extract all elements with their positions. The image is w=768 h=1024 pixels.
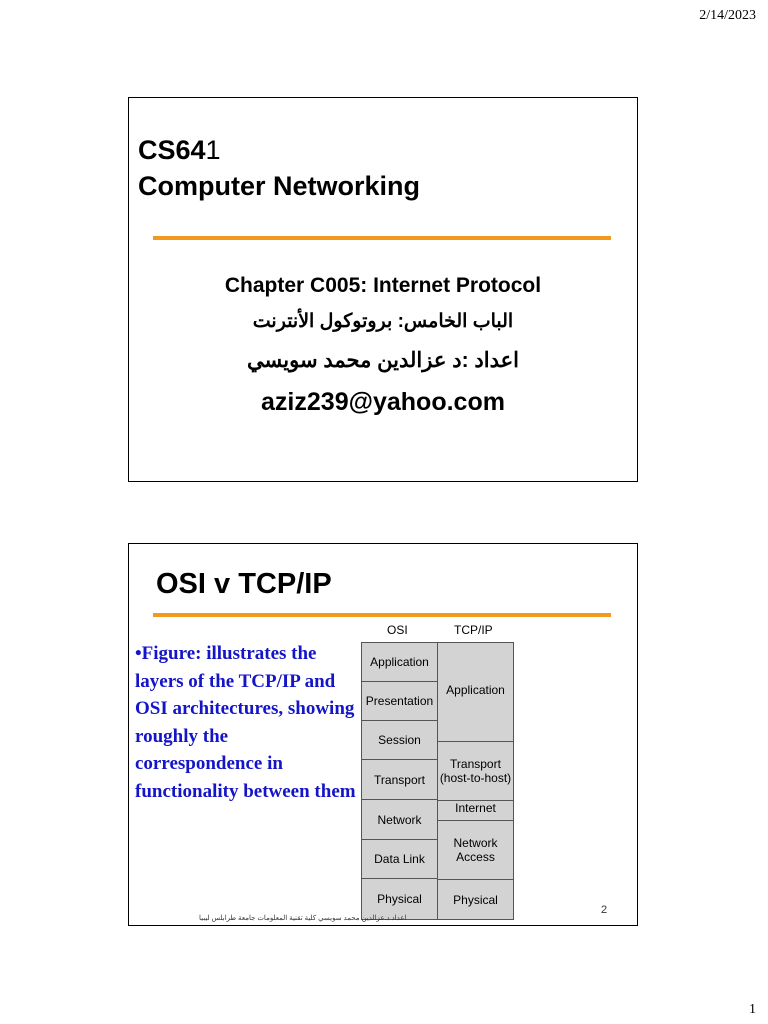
- author-email: aziz239@yahoo.com: [261, 388, 505, 416]
- arabic-chapter: الباب الخامس: بروتوكول الأنترنت: [252, 311, 514, 332]
- tcpip-layer-network-access: Network Access: [437, 820, 514, 880]
- arabic-author: اعداد :د عزالدين محمد سويسي: [247, 349, 519, 372]
- osi-layer-application: Application: [361, 642, 438, 682]
- figure-description: •Figure: illustrates the layers of the TCP/IP and OSI architectures, showing roughly the correspondence in functionality between them: [135, 643, 356, 802]
- osi-layer-data-link: Data Link: [361, 839, 438, 879]
- course-heading: [138, 132, 420, 204]
- course-title: Computer Networking: [138, 171, 421, 201]
- osi-layer-presentation: Presentation: [361, 681, 438, 721]
- osi-column-header: OSI: [387, 623, 408, 637]
- course-code: CS641: [138, 135, 221, 165]
- chapter-title: Chapter C005: Internet Protocol: [224, 274, 542, 297]
- osi-layer-network: Network: [361, 799, 438, 840]
- tcpip-layer-internet: Internet: [437, 800, 514, 821]
- slide-number: 2: [601, 904, 608, 916]
- page-date: 2/14/2023: [699, 8, 756, 23]
- title-slide: [128, 97, 638, 482]
- title-rule: [153, 236, 611, 240]
- osi-layer-physical: Physical: [361, 878, 438, 920]
- tcpip-column-header: TCP/IP: [454, 623, 493, 637]
- slide-footer: اعداد د.عزالدين محمد سويسي كلية تقنية المعلومات جامعة طرابلس ليبيا: [199, 915, 407, 922]
- osi-tcpip-slide: [128, 543, 638, 926]
- tcpip-layer-transport: Transport (host-to-host): [437, 741, 514, 801]
- title-rule: [153, 613, 611, 617]
- slide-title: OSI v TCP/IP: [156, 568, 332, 600]
- osi-layer-transport: Transport: [361, 759, 438, 800]
- tcpip-layer-physical: Physical: [437, 879, 514, 920]
- osi-layer-session: Session: [361, 720, 438, 760]
- page-number: 1: [749, 1002, 756, 1017]
- tcpip-layer-application: Application: [437, 642, 514, 742]
